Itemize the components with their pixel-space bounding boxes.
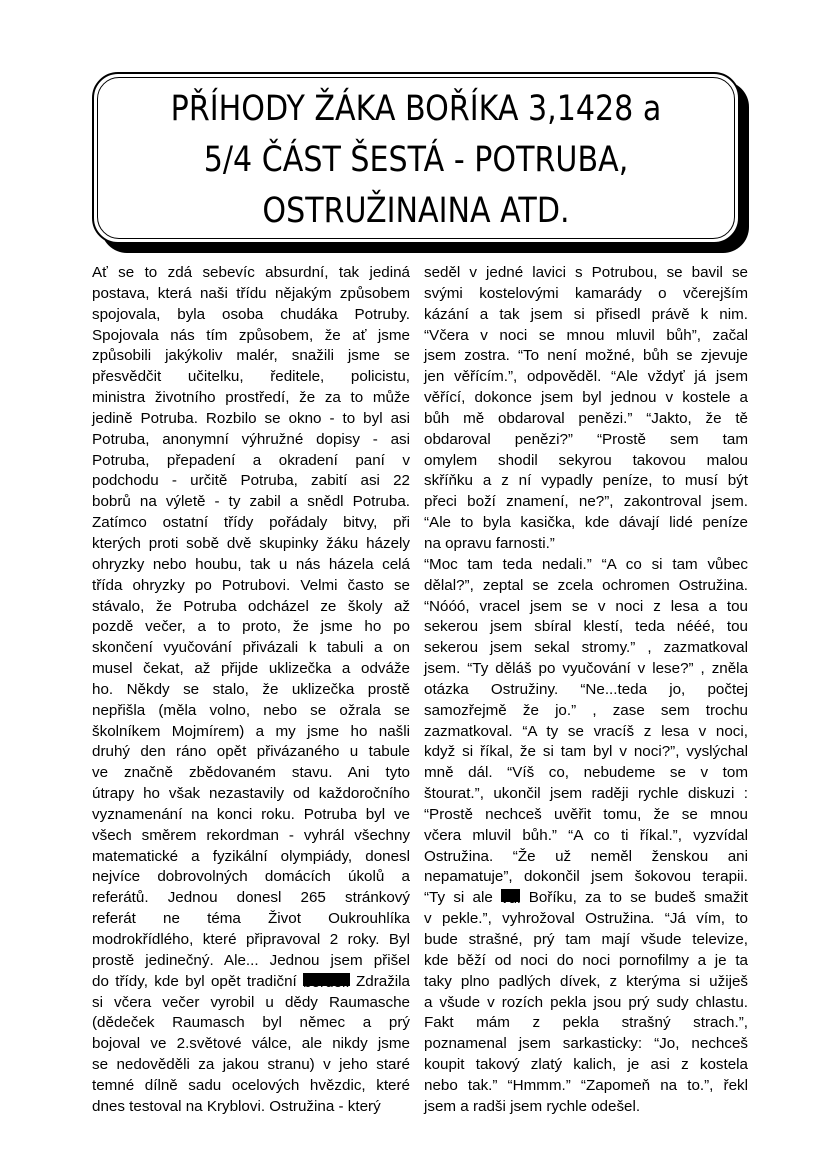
text-fragment: “Ty si ale bbox=[424, 889, 502, 907]
text-line: způsobili jakýkoliv malér, snažili jsme se bbox=[92, 347, 410, 365]
text-line: jedině Potruba. Rozbilo se okno - to byl asi bbox=[92, 409, 410, 427]
text-line: nepřišla (měla volno, nebo se ožrala se bbox=[92, 701, 410, 719]
redaction-bar: vůl bbox=[501, 890, 521, 908]
text-line: svými kostelovými kamarády o včerejším bbox=[424, 284, 748, 302]
text-line: nejvíce dobrovolných domácích úkolů a bbox=[92, 868, 410, 886]
text-line: skončení vyučování přivázali k tabuli a on bbox=[92, 639, 410, 657]
title-box bbox=[92, 72, 740, 244]
text-line: taky plno padlých dívek, z kterýma si užiješ bbox=[424, 972, 748, 990]
text-line: prostě jedinečný. Ale... Jednou jsem přišel bbox=[92, 951, 410, 969]
text-line: otázka Ostružiny. “Ne...teda jo, počtej bbox=[424, 680, 748, 698]
text-line-with-redaction bbox=[424, 888, 748, 909]
text-line: všech směrem rekordman - vyhrál všechny bbox=[92, 826, 410, 844]
text-line: koupit takový zlatý kalich, je asi z kostela bbox=[424, 1056, 748, 1074]
text-line: Spojovala nás tím způsobem, že ať jsme bbox=[92, 326, 410, 344]
text-line: vyznamenání na konci roku. Potruba byl ve bbox=[92, 805, 410, 823]
right-column bbox=[424, 263, 748, 1118]
text-line: bude strašné, prý tam mají všude televize, bbox=[424, 931, 748, 948]
text-line: ve značně zbědovaném stavu. Ani tyto bbox=[92, 764, 410, 782]
text-line: nebo tak.” “Hmmm.” “Zapomeň na to.”, řekl bbox=[424, 1076, 748, 1094]
text-line: jsem. “Ty děláš po vyučování v lese?” , zněla bbox=[424, 660, 748, 678]
text-line: kázání a tak jsem si přisedl právě k nim. bbox=[424, 305, 748, 323]
text-line: podchodu - určitě Potruba, zabití asi 22 bbox=[92, 472, 410, 490]
text-line: Zatímco ostatní třídy pořádaly bitvy, při bbox=[92, 514, 410, 532]
text-line: jen věřícím.”, odpověděl. “Ale vždyť já jsem bbox=[424, 368, 748, 386]
text-line: omylem shodil sekyrou takovou malou bbox=[424, 451, 748, 469]
text-line: modrokřídlého, které připravoval 2 roky. Byl bbox=[92, 931, 410, 948]
text-line: kde běží od noci do noci pornofilmy a je ta bbox=[424, 951, 748, 969]
text-line: ohryzky nebo houbu, tak u nás házela celá bbox=[92, 555, 410, 573]
text-line: přesvědčit učitelku, ředitele, policistu, bbox=[92, 368, 410, 386]
text-line: postava, která naši třídu nějakým způsobem bbox=[92, 284, 410, 302]
text-line: bůh mě obdaroval penězi.” “Jakto, že tě bbox=[424, 409, 748, 427]
text-line: pozdě večer, a to proto, že jsme ho po bbox=[92, 618, 410, 636]
text-line: poznamenal jsem sarkasticky: “Jo, nechceš bbox=[424, 1035, 748, 1053]
text-line: zazmatkoval. “A ty se vracíš z lesa v noci, bbox=[424, 722, 748, 740]
text-line: mně dál. “Víš co, nebudeme se v tom bbox=[424, 764, 748, 782]
text-line: (dědeček Raumasch byl němec a prý bbox=[92, 1014, 410, 1032]
text-line: včera mluvil bůh.” “A co ti říkal.”, vyzvídal bbox=[424, 826, 748, 844]
text-line: se nedověděli za jakou stranu) v jeho staré bbox=[92, 1056, 410, 1074]
text-line: školníkem Mojmírem) a my jsme ho našli bbox=[92, 722, 410, 740]
text-line: na opravu farnosti.” bbox=[424, 534, 555, 552]
text-line: kterých proti sobě dvě skupinky žáku házely bbox=[92, 534, 410, 552]
text-line: třída ohryzky po Potrubovi. Velmi často se bbox=[92, 576, 410, 594]
text-line: stávalo, že Potruba odcházel ze školy až bbox=[92, 597, 410, 615]
text-line: druhý den ráno opět přivázaného u tabule bbox=[92, 743, 410, 761]
title-line: 5/4 ČÁST ŠESTÁ - POTRUBA, bbox=[203, 140, 629, 180]
text-line: ministra životního prostředí, že za to může bbox=[92, 389, 410, 407]
title-line: OSTRUŽINAINA ATD. bbox=[262, 191, 570, 231]
text-line: referát ne téma Život Oukrouhlíka bbox=[92, 910, 410, 928]
text-line: “Moc tam teda nedali.” “A co si tam vůbec bbox=[424, 555, 748, 573]
text-line: “Prostě nechceš uvěřit tomu, že se mnou bbox=[424, 805, 748, 823]
text-line: Potruba, přepadení a okradení paní v bbox=[92, 451, 410, 469]
redaction-bar: bordel. bbox=[303, 973, 350, 991]
text-line: referátů. Jednou donesl 265 stránkový bbox=[92, 889, 410, 907]
text-fragment: Zdražila bbox=[349, 972, 410, 990]
text-line: si včera večer vyrobil u dědy Raumasche bbox=[92, 993, 410, 1011]
text-line: obdaroval penězi?” “Prostě sem tam bbox=[424, 430, 748, 448]
text-line: Ať se to zdá sebevíc absurdní, tak jediná bbox=[92, 264, 410, 281]
text-line: “Včera v noci se mnou mluvil bůh”, začal bbox=[424, 326, 748, 344]
text-line: štourat.”, ukončil jsem raději rychle diskuzi : bbox=[424, 785, 748, 803]
text-line: sekerou jsem sekal stromy.” , zazmatkoval bbox=[424, 639, 748, 657]
text-line: “Ale to byla kasička, kde dávají lidé peníze bbox=[424, 514, 748, 532]
text-line: bobrů na výletě - ty zabil a snědl Potruba. bbox=[92, 493, 410, 511]
text-line: dnes testoval na Kryblovi. Ostružina - který bbox=[92, 1097, 381, 1115]
text-line: a všude v rozích pekla jsou prý sudy chlastu. bbox=[424, 993, 748, 1011]
article-title bbox=[139, 84, 693, 237]
text-line: Ostružina. “Že už neměl ženskou ani bbox=[424, 847, 748, 865]
text-line: sekerou jsem sbíral klestí, teda nééé, tou bbox=[424, 618, 748, 636]
text-fragment: Boříku, za to se budeš smažit bbox=[520, 889, 749, 907]
text-line: jsem zostra. “To není možné, bůh se zjevuje bbox=[424, 347, 748, 365]
text-line: musel čekat, až přijde uklizečka a odváže bbox=[92, 660, 410, 678]
text-line: samozřejmě že jo.” , zase sem trochu bbox=[424, 701, 748, 719]
text-line: útrapy ho však nezastavily od každoročního bbox=[92, 785, 410, 803]
text-line: jsem a radši jsem rychle odešel. bbox=[424, 1097, 641, 1115]
text-line: temné dílně sadu ocelových hvězdic, které bbox=[92, 1076, 410, 1094]
text-line: skříňku a z ní vypadly peníze, to musí být bbox=[424, 472, 748, 490]
text-line: spojovala, byla osoba chudáka Potruby. bbox=[92, 305, 410, 323]
text-fragment: do třídy, kde byl opět tradiční bbox=[92, 972, 304, 990]
text-line: když si říkal, že si tam byl v noci?”, vyslýchal bbox=[424, 743, 748, 761]
text-line: Fakt mám z pekla strašný strach.”, bbox=[424, 1014, 748, 1032]
text-line: v pekle.”, vyhrožoval Ostružina. “Já vím, to bbox=[424, 910, 748, 928]
text-line: dělal?”, zeptal se zcela ochromen Ostružina. bbox=[424, 576, 748, 594]
text-line: přeci boží znamení, ne?”, zakontroval jsem. bbox=[424, 493, 748, 511]
text-line: bojoval ve 2.světové válce, ale nikdy jsme bbox=[92, 1035, 410, 1053]
text-line: seděl v jedné lavici s Potrubou, se bavil se bbox=[424, 264, 748, 281]
text-line: matematické a fyzikální olympiády, donesl bbox=[92, 847, 410, 865]
text-line: ho. Někdy se stalo, že uklizečka prostě bbox=[92, 680, 410, 698]
text-line-with-redaction bbox=[92, 972, 410, 993]
text-line: nepamatuje”, dokončil jsem šokovou terapii. bbox=[424, 868, 748, 886]
text-line: věřící, dokonce jsem byl jednou v kostele a bbox=[424, 389, 748, 407]
text-line: Potruba, anonymní výhružné dopisy - asi bbox=[92, 430, 410, 448]
left-column bbox=[92, 263, 410, 1118]
text-line: “Nóóó, vracel jsem se v noci z lesa a tou bbox=[424, 597, 748, 615]
title-line: PŘÍHODY ŽÁKA BOŘÍKA 3,1428 a bbox=[170, 89, 662, 129]
